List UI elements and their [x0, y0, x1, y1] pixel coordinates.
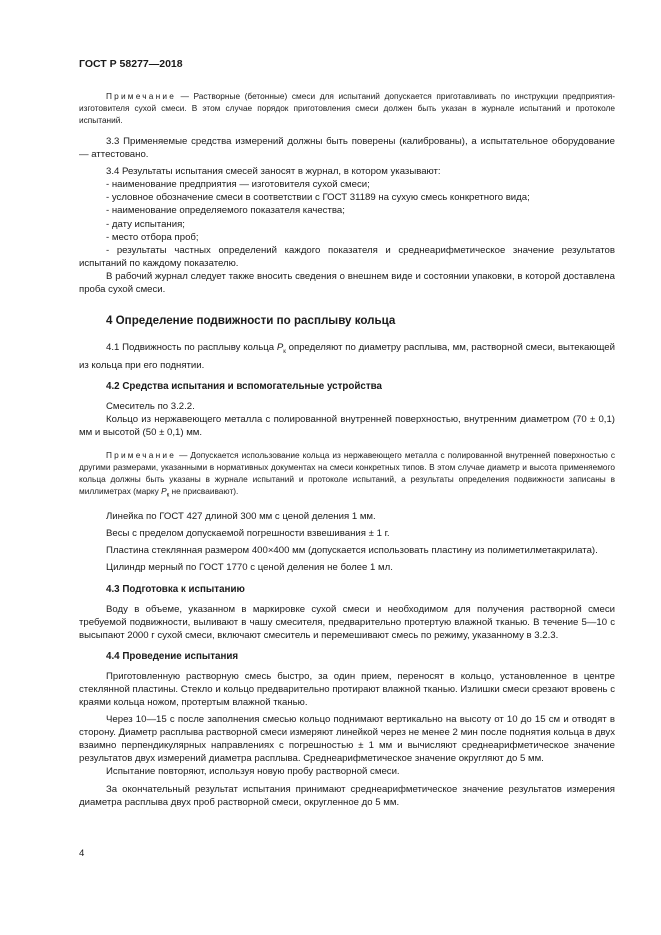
- scales-paragraph: Весы с пределом допускаемой погрешности взвешивания ± 1 г.: [106, 528, 390, 540]
- paragraph-4-3: Воду в объеме, указанном в маркировке сухой смеси и необходимом для получения растворной смеси требуемой подвижности, выливают в чашу смесителя, предварительно протертую влажной тканью. В течение 5—10 с высыпают 2000 г сухой смеси, включают смеситель и перемешивают смесь по режиму, указанному в 3.2.3.: [79, 603, 615, 641]
- list-item: - результаты частных определений каждого показателя и среднеарифметическое значение результатов испытаний по каждому показателю.: [79, 244, 615, 269]
- note-text-end: не присваивают).: [169, 485, 239, 496]
- note-label: Примечание: [106, 449, 177, 460]
- paragraph-4-1: [79, 341, 615, 372]
- list-item: - наименование предприятия — изготовителя сухой смеси;: [106, 179, 370, 191]
- list-item: - дату испытания;: [106, 218, 185, 230]
- mobility-subscript: к: [166, 492, 170, 499]
- paragraph-4-1-text-end: определяют по диаметру расплыва, мм, растворной смеси, вытекающей из кольца при его поднятии.: [79, 342, 615, 372]
- cylinder-paragraph: Цилиндр мерный по ГОСТ 1770 с ценой деления не более 1 мл.: [106, 562, 393, 574]
- ruler-paragraph: Линейка по ГОСТ 427 длиной 300 мм с ценой деления 1 мм.: [106, 511, 376, 523]
- mobility-symbol: P: [276, 342, 284, 354]
- note-paragraph: [79, 449, 615, 502]
- paragraph-4-1-text: 4.1 Подвижность по расплыву кольца: [106, 342, 277, 354]
- subsection-4-2-heading: 4.2 Средства испытания и вспомогательные устройства: [106, 381, 382, 393]
- mobility-symbol: P: [161, 485, 167, 496]
- paragraph-4-4-a: Приготовленную растворную смесь быстро, за один прием, переносят в кольцо, установленное в центре стеклянной пластины. Стекло и кольцо предварительно протирают влажной тканью. Излишки смеси срезают вровень с краями кольца ножом, протертым влажной тканью.: [79, 670, 615, 708]
- ring-paragraph: Кольцо из нержавеющего металла с полированной внутренней поверхностью, внутренним диаметром (70 ± 0,1) мм и высотой (50 ± 0,1) мм.: [79, 414, 615, 439]
- list-item: - место отбора проб;: [106, 231, 199, 243]
- section-4-heading: 4 Определение подвижности по расплыву кольца: [106, 314, 396, 328]
- note-paragraph: [79, 90, 615, 126]
- paragraph-3-4: 3.4 Результаты испытания смесей заносят в журнал, в котором указывают:: [106, 166, 441, 178]
- mobility-subscript: к: [283, 349, 286, 356]
- journal-paragraph: В рабочий журнал следует также вносить сведения о внешнем виде и состоянии упаковки, в которой доставлена проба сухой смеси.: [79, 270, 615, 296]
- paragraph-4-4-c: Испытание повторяют, используя новую пробу растворной смеси.: [106, 766, 400, 778]
- note-text: — Растворные (бетонные) смеси для испытаний допускается приготавливать по инструкции предприятия-изготовителя сухой смеси. В этом случае порядок приготовления смеси должен быть указан в журнале испытаний и протоколе испытаний.: [79, 91, 615, 125]
- paragraph-4-4-b: Через 10—15 с после заполнения смесью кольцо поднимают вертикально на высоту от 10 до 15 см и отводят в сторону. Диаметр расплыва растворной смеси измеряют линейкой через не менее 2 мин после поднятия кольца в двух взаимно перпендикулярных направлениях с погрешностью ± 1 мм и вычисляют среднеарифметическое значение результатов двух измерений диаметра расплыва. Среднеарифметическое значение округляют до 5 мм.: [79, 714, 615, 765]
- paragraph-3-3: 3.3 Применяемые средства измерений должны быть поверены (калиброваны), а испытательное оборудование — аттестовано.: [79, 136, 615, 161]
- paragraph-4-4-d: За окончательный результат испытания принимают среднеарифметическое значение результатов измерения диаметра расплыва двух проб растворной смеси, округленное до 5 мм.: [79, 783, 615, 808]
- note-text: — Допускается использование кольца из нержавеющего металла с полированной внутренней поверхностью с другими размерами, указанными в нормативных документах на смеси конкретных типов. В этом случае диаметр и высота применяемого кольца должны быть указаны в журнале испытаний и протоколе испытаний, а результаты определения подвижности записаны в миллиметрах (марку: [79, 449, 615, 496]
- standard-header: ГОСТ Р 58277—2018: [79, 58, 183, 70]
- list-item: - условное обозначение смеси в соответствии с ГОСТ 31189 на сухую смесь конкретного вида;: [106, 192, 530, 204]
- document-body: [79, 90, 615, 809]
- list-item: - наименование определяемого показателя качества;: [106, 205, 345, 217]
- page-number: 4: [79, 848, 85, 859]
- plate-paragraph: Пластина стеклянная размером 400×400 мм (допускается использовать пластину из полиметилметакрилата).: [106, 545, 598, 557]
- subsection-4-4-heading: 4.4 Проведение испытания: [106, 650, 239, 662]
- mixer-paragraph: Смеситель по 3.2.2.: [106, 401, 195, 413]
- subsection-4-3-heading: 4.3 Подготовка к испытанию: [106, 583, 245, 595]
- note-label: Примечание: [106, 91, 177, 101]
